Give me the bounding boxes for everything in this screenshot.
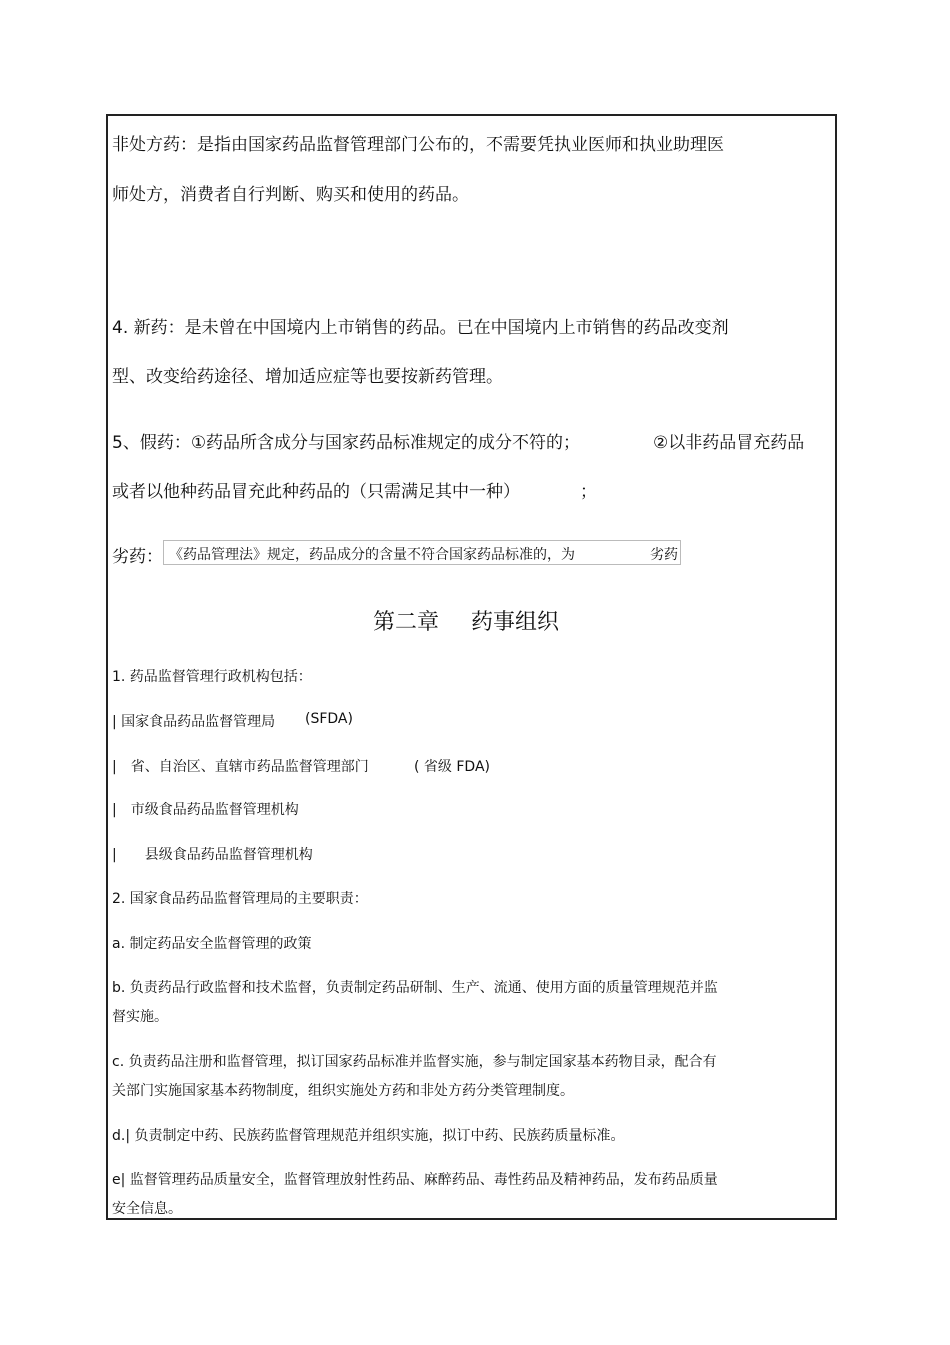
duty-b-line1: b. 负责药品行政监督和技术监督，负责制定药品研制、生产、流通、使用方面的质量管理规范并监 [112,980,718,996]
duty-a: a. 制定药品安全监督管理的政策 [112,936,312,952]
fake-drug-definition-line1b: ②以非药品冒充药品 [653,433,805,453]
org-national-name: | 国家食品药品监督管理局 [112,714,276,730]
new-drug-definition-line1: 4. 新药：是未曾在中国境内上市销售的药品。已在中国境内上市销售的药品改变剂 [112,318,729,338]
org-county: | 县级食品药品监督管理机构 [112,847,313,863]
duty-b-line2: 督实施。 [112,1009,168,1025]
inferior-drug-label: 劣药： [112,547,163,567]
fake-drug-definition-line2a: 或者以他种药品冒充此种药品的（只需满足其中一种） [112,482,520,502]
otc-definition-line1: 非处方药：是指由国家药品监督管理部门公布的，不需要凭执业医师和执业助理医 [112,135,724,155]
new-drug-definition-line2: 型、改变给药途径、增加适应症等也要按新药管理。 [112,367,503,387]
org-city: | 市级食品药品监督管理机构 [112,802,299,818]
fake-drug-definition-line1a: 5、假药：①药品所含成分与国家药品标准规定的成分不符的； [112,433,581,453]
chapter-title-number: 第二章 [373,610,440,635]
inferior-drug-text: 《药品管理法》规定，药品成分的含量不符合国家药品标准的，为 [169,547,575,563]
duty-d: d.| 负责制定中药、民族药监督管理规范并组织实施，拟订中药、民族药质量标准。 [112,1128,625,1144]
duty-c-line2: 关部门实施国家基本药物制度，组织实施处方药和非处方药分类管理制度。 [112,1083,574,1099]
org-national-abbr: (SFDA) [305,711,353,727]
fake-drug-definition-line2b: ； [580,482,597,502]
chapter-title-name: 药事组织 [471,610,560,635]
org-provincial-abbr: ( 省级 FDA) [414,759,490,775]
duty-e-line2: 安全信息。 [112,1201,182,1217]
duty-e-line1: e| 监督管理药品质量安全，监督管理放射性药品、麻醉药品、毒性药品及精神药品，发布药品质量 [112,1172,718,1188]
item-1-heading: 1. 药品监督管理行政机构包括： [112,669,312,685]
otc-definition-line2: 师处方，消费者自行判断、购买和使用的药品。 [112,185,469,205]
inferior-drug-end: 劣药 [650,547,678,563]
duty-c-line1: c. 负责药品注册和监督管理，拟订国家药品标准并监督实施，参与制定国家基本药物目录，配合有 [112,1054,717,1070]
org-provincial-name: | 省、自治区、直辖市药品监督管理部门 [112,759,369,775]
item-2-heading: 2. 国家食品药品监督管理局的主要职责： [112,891,368,907]
